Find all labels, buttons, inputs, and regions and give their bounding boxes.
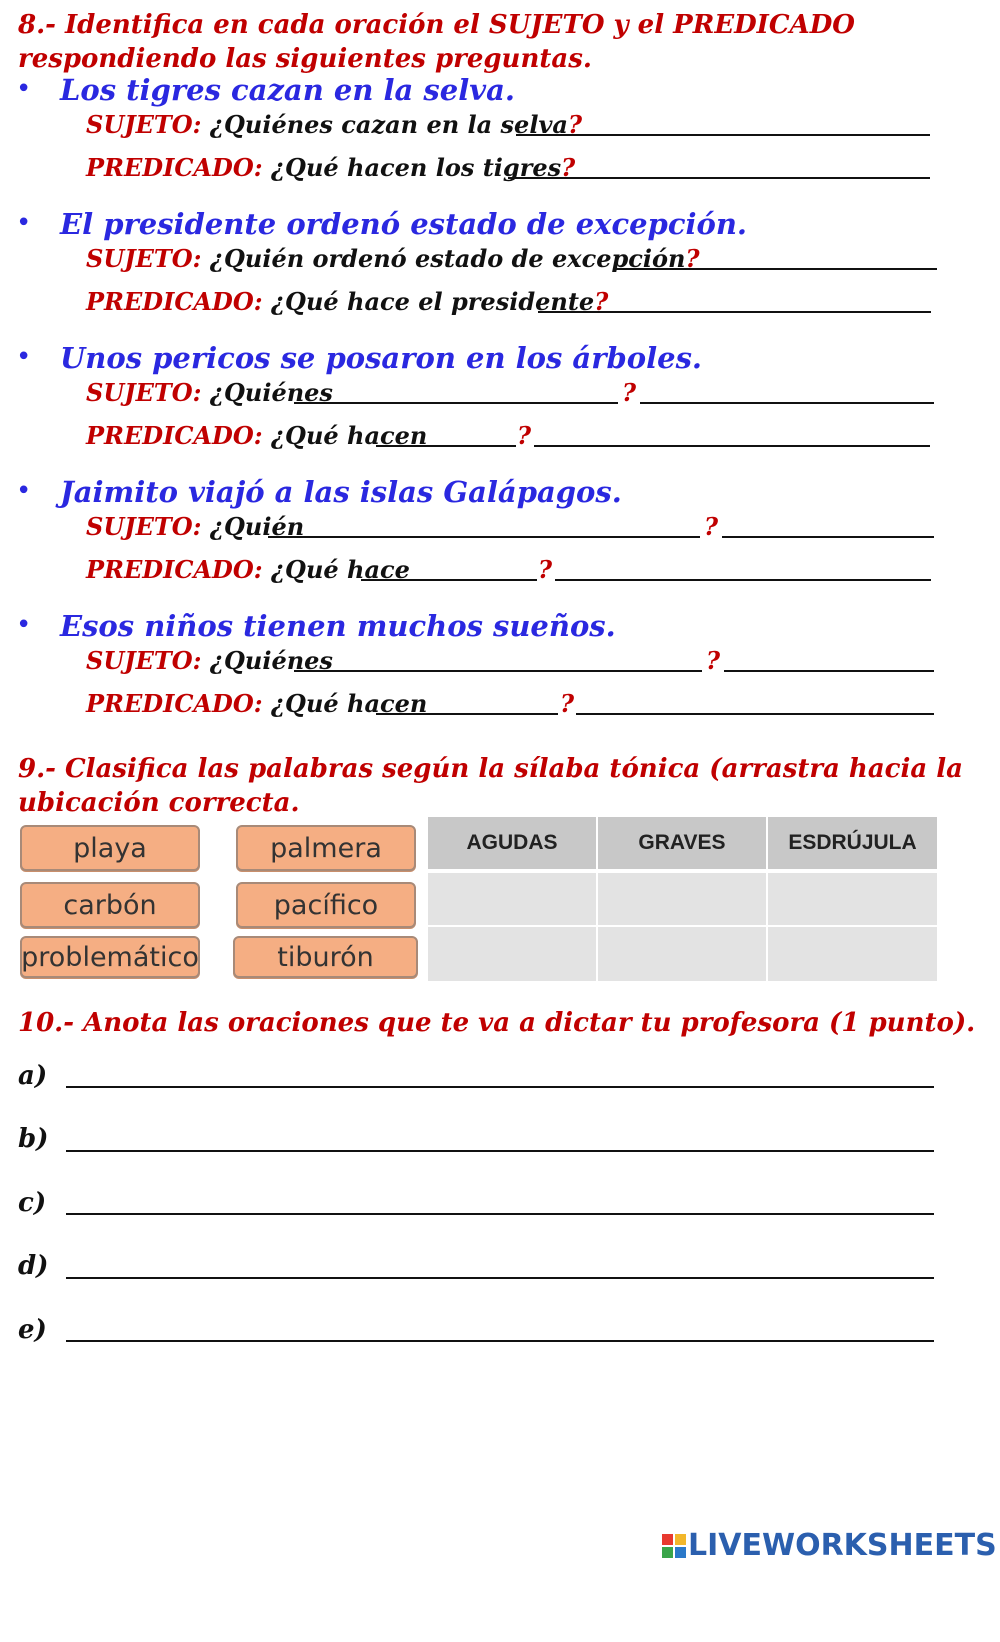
drop-zone-agudas[interactable] [428,873,596,925]
bullet: • [16,342,32,372]
column-header-esdrujula: ESDRÚJULA [768,817,937,869]
sujeto-label: SUJETO: [86,378,202,407]
sujeto-question-text: ¿Quiénes [209,378,333,407]
word-chip-problematico[interactable]: problemático [20,936,200,978]
liveworksheets-logo [662,1528,997,1563]
answer-blank[interactable] [640,402,934,404]
sujeto-label: SUJETO: [86,110,202,139]
item-letter-a: a) [18,1061,48,1091]
item-letter-e: e) [18,1315,47,1345]
dictation-line-c[interactable] [66,1213,934,1215]
predicado-question-1 [86,153,575,183]
fill-blank[interactable] [376,713,558,715]
word-chip-palmera[interactable]: palmera [236,825,416,871]
question-mark: ? [538,555,553,584]
sujeto-question-2 [86,244,700,274]
question-mark: ? [594,287,609,316]
predicado-label: PREDICADO: [86,153,263,182]
question-mark: ? [517,421,532,450]
bullet: • [16,74,32,104]
answer-blank[interactable] [538,311,931,313]
sujeto-question-text: ¿Quién [209,512,305,541]
question-mark: ? [561,153,576,182]
answer-blank[interactable] [555,579,931,581]
predicado-label: PREDICADO: [86,287,263,316]
word-chip-tiburon[interactable]: tiburón [233,936,418,978]
answer-blank[interactable] [722,536,934,538]
question-mark: ? [685,244,700,273]
predicado-question-text: ¿Qué hace el presidente [270,287,595,316]
sujeto-label: SUJETO: [86,646,202,675]
fill-blank[interactable] [294,402,618,404]
sujeto-question-text: ¿Quiénes [209,646,333,675]
predicado-question-2 [86,287,608,317]
sentence-2: El presidente ordenó estado de excepción. [60,207,748,241]
column-header-agudas: AGUDAS [428,817,596,869]
bullet: • [16,610,32,640]
sentence-4: Jaimito viajó a las islas Galápagos. [60,475,622,509]
item-letter-b: b) [18,1124,49,1154]
drop-zone-graves[interactable] [598,873,766,925]
predicado-question-text: ¿Qué hacen [270,421,428,450]
section-10-heading: 10.- Anota las oraciones que te va a dictar tu profesora (1 punto). [18,1008,976,1038]
drop-zone-esdrujula[interactable] [768,873,937,925]
answer-blank[interactable] [616,268,937,270]
answer-blank[interactable] [508,177,930,179]
sentence-1: Los tigres cazan en la selva. [60,73,515,107]
dictation-line-d[interactable] [66,1277,934,1279]
column-header-graves: GRAVES [598,817,766,869]
sujeto-label: SUJETO: [86,512,202,541]
question-mark: ? [560,689,575,718]
predicado-label: PREDICADO: [86,689,263,718]
question-mark: ? [704,512,719,541]
sujeto-label: SUJETO: [86,244,202,273]
word-chip-playa[interactable]: playa [20,825,200,871]
section-9-heading: 9.- Clasifica las palabras según la sílaba tónica (arrastra hacia la ubicación correcta. [18,754,964,818]
question-mark: ? [567,110,582,139]
answer-blank[interactable] [516,134,930,136]
fill-blank[interactable] [361,579,537,581]
fill-blank[interactable] [376,445,516,447]
question-mark: ? [622,378,637,407]
fill-blank[interactable] [294,670,702,672]
predicado-question-text: ¿Qué hace [270,555,410,584]
drop-zone-graves[interactable] [598,927,766,981]
predicado-label: PREDICADO: [86,421,263,450]
sujeto-question-text: ¿Quiénes cazan en la selva [209,110,568,139]
sentence-5: Esos niños tienen muchos sueños. [60,609,616,643]
drop-zone-agudas[interactable] [428,927,596,981]
word-chip-carbon[interactable]: carbón [20,882,200,928]
logo-text: LIVEWORKSHEETS [688,1528,997,1563]
answer-blank[interactable] [724,670,934,672]
fill-blank[interactable] [268,536,700,538]
answer-blank[interactable] [534,445,930,447]
predicado-question-text: ¿Qué hacen los tigres [270,153,562,182]
sujeto-question-text: ¿Quién ordenó estado de excepción [209,244,686,273]
drop-zone-esdrujula[interactable] [768,927,937,981]
sentence-3: Unos pericos se posaron en los árboles. [60,341,702,375]
dictation-line-b[interactable] [66,1150,934,1152]
sujeto-question-1 [86,110,582,140]
logo-grid-icon [662,1534,686,1558]
predicado-label: PREDICADO: [86,555,263,584]
question-mark: ? [706,646,721,675]
predicado-question-text: ¿Qué hacen [270,689,428,718]
section-8-heading: 8.- Identifica en cada oración el SUJETO y el PREDICADO respondiendo las siguientes preguntas. [18,10,855,74]
dictation-line-e[interactable] [66,1340,934,1342]
bullet: • [16,476,32,506]
dictation-line-a[interactable] [66,1086,934,1088]
answer-blank[interactable] [576,713,934,715]
word-chip-pacifico[interactable]: pacífico [236,882,416,928]
item-letter-d: d) [18,1251,49,1281]
item-letter-c: c) [18,1188,47,1218]
bullet: • [16,208,32,238]
